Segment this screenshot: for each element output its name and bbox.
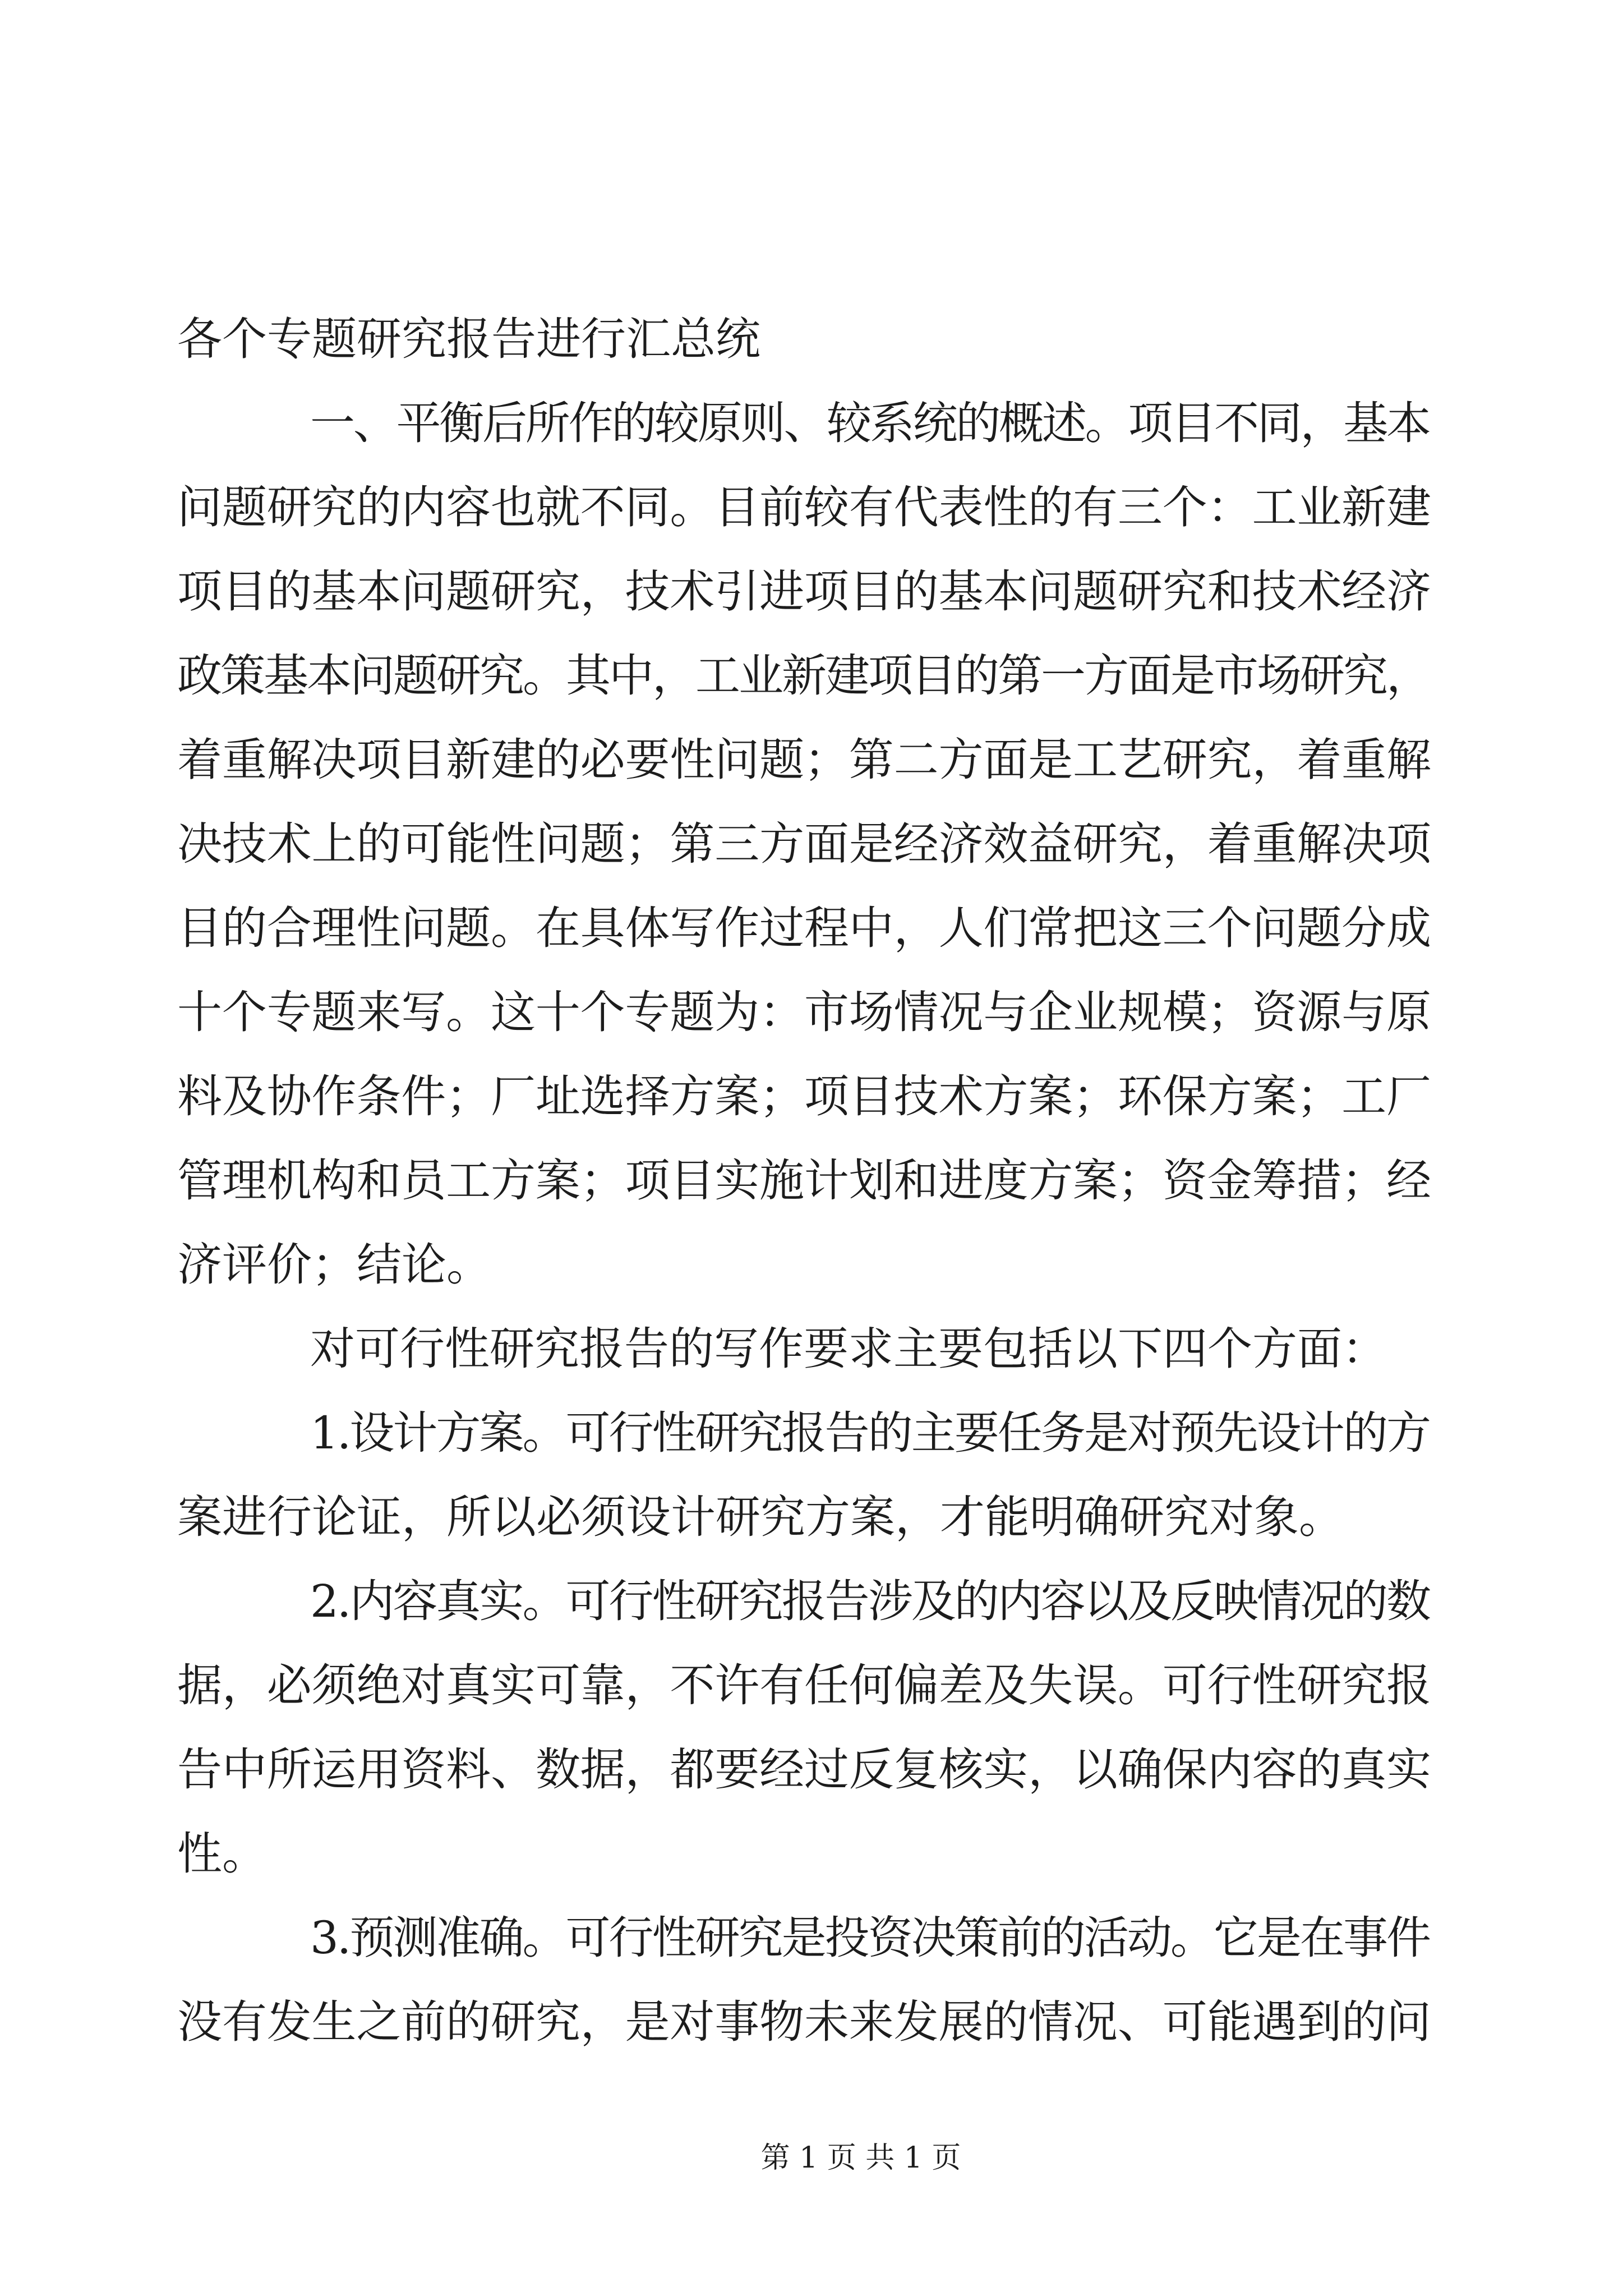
paragraph xyxy=(177,1559,1431,1896)
page-footer: 第 1 页 共 1 页 xyxy=(760,2141,961,2175)
text-line: 问题研究的内容也就不同。目前较有代表性的有三个：工业新建 xyxy=(177,481,1431,533)
text-line: 项目的基本问题研究，技术引进项目的基本问题研究和技术经济 xyxy=(177,565,1431,618)
text-line: 2.内容真实。可行性研究报告涉及的内容以及反映情况的数 xyxy=(310,1575,1430,1627)
paragraph xyxy=(177,1896,1431,2064)
text-line: 着重解决项目新建的必要性问题；第二方面是工艺研究，着重解 xyxy=(177,734,1431,786)
text-line: 目的合理性问题。在具体写作过程中，人们常把这三个问题分成 xyxy=(177,902,1431,954)
text-line: 各个专题研究报告进行汇总统 xyxy=(177,313,760,365)
paragraph xyxy=(177,1391,1431,1559)
text-line: 对可行性研究报告的写作要求主要包括以下四个方面： xyxy=(310,1323,1387,1375)
text-line: 十个专题来写。这十个专题为：市场情况与企业规模；资源与原 xyxy=(177,986,1431,1038)
text-line: 告中所运用资料、数据，都要经过反复核实，以确保内容的真实 xyxy=(177,1743,1431,1796)
text-line: 济评价；结论。 xyxy=(177,1239,491,1291)
text-line: 据，必须绝对真实可靠，不许有任何偏差及失误。可行性研究报 xyxy=(177,1659,1431,1711)
text-line: 一、平衡后所作的较原则、较系统的概述。项目不同，基本 xyxy=(310,397,1430,449)
text-line: 3.预测准确。可行性研究是投资决策前的活动。它是在事件 xyxy=(310,1912,1430,1964)
paragraph xyxy=(177,381,1431,1307)
text-line: 料及协作条件；厂址选择方案；项目技术方案；环保方案；工厂 xyxy=(177,1070,1431,1122)
text-line: 管理机构和员工方案；项目实施计划和进度方案；资金筹措；经 xyxy=(177,1154,1431,1207)
paragraph xyxy=(177,1307,1431,1391)
text-line: 案进行论证，所以必须设计研究方案，才能明确研究对象。 xyxy=(177,1491,1344,1543)
text-line: 1.设计方案。可行性研究报告的主要任务是对预先设计的方 xyxy=(310,1407,1430,1459)
document-body xyxy=(177,297,1431,2064)
text-line: 决技术上的可能性问题；第三方面是经济效益研究，着重解决项 xyxy=(177,818,1431,870)
text-line: 政策基本问题研究。其中，工业新建项目的第一方面是市场研究， xyxy=(177,650,1430,702)
text-line: 性。 xyxy=(177,1828,267,1880)
text-line: 没有发生之前的研究，是对事物未来发展的情况、可能遇到的问 xyxy=(177,1996,1431,2048)
paragraph xyxy=(177,297,1431,381)
